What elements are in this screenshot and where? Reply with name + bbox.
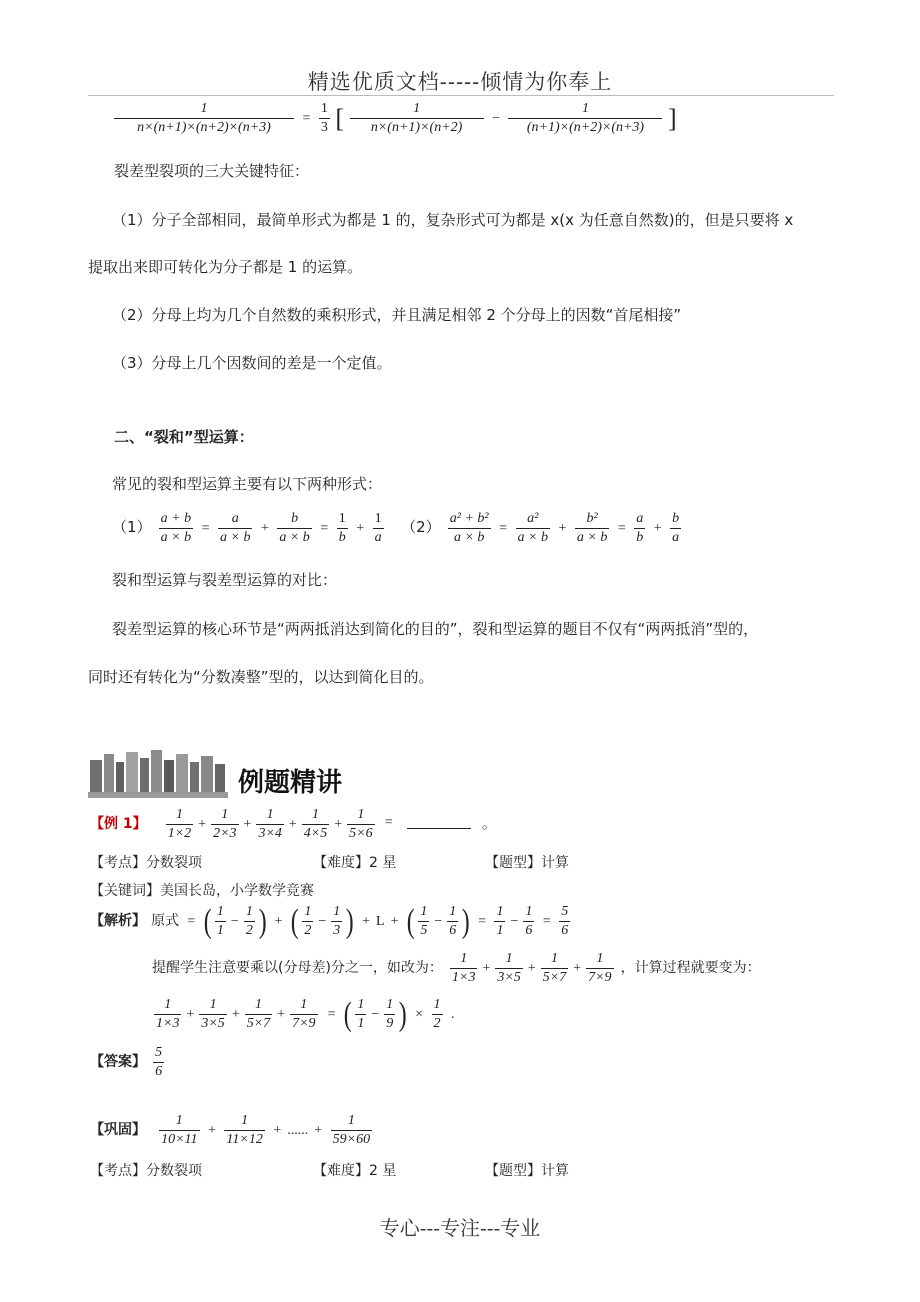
consolidation-difficulty: 【难度】2 星 [313, 1163, 397, 1179]
features-title: 裂差型裂项的三大关键特征： [114, 162, 310, 180]
plus-operator: + [186, 1006, 195, 1022]
example-1-tip: 提醒学生注意要乘以(分母差)分之一，如改为： $\frac{1}{1\times 3}$ + $\frac{1}{3\times 5}$ + $\frac{1}{5\times 7}$ + $\frac{1}{7\times 9}$ ，计算过程就要变为： [152, 951, 761, 985]
page-header: 精选优质文档-----倾情为你奉上 [307, 70, 613, 94]
books-banner-icon [88, 748, 238, 800]
unit-fraction: $\frac{1}{4\times 5}$ [303, 807, 328, 841]
feature-1-line-1: （1）分子全部相同，最简单形式为都是 1 的，复杂形式可为都是 x(x 为任意自然数)的，但是只要将 x [112, 211, 794, 229]
feature-2: （2）分母上均为几个自然数的乘积形式，并且满足相邻 2 个分母上的因数“首尾相接” [112, 306, 682, 324]
unit-fraction: $\frac{1}{7\times 9}$ [588, 951, 612, 985]
plus-operator: + [527, 960, 536, 976]
section-2-intro: 常见的裂和型运算主要有以下两种形式： [112, 475, 383, 493]
unit-fraction: $\frac{1}{5\times 7}$ [542, 951, 567, 985]
example-1-keywords: 【关键词】美国长岛，小学数学竞赛 [90, 883, 314, 899]
comparison-line-2: 同时还有转化为“分数凑整”型的，以达到简化目的。 [88, 668, 434, 686]
plus-operator: + [482, 960, 491, 976]
plus-operator: + [277, 1006, 286, 1022]
plus-operator: + [334, 816, 343, 832]
unit-fraction: $\frac{1}{1\times 2}$ [167, 807, 192, 841]
unit-fraction: $\frac{1}{5\times 7}$ [246, 997, 271, 1031]
page-footer: 专心---专注---专业 [379, 1216, 541, 1240]
unit-fraction: $\frac{1}{1\times 3}$ [156, 997, 180, 1031]
unit-fraction: $\frac{1}{1\times 3}$ [452, 951, 476, 985]
section-banner-title: 例题精讲 [238, 768, 343, 798]
unit-fraction: $\frac{1}{3\times 4}$ [258, 807, 282, 841]
split-sum-formulas: （1） $\frac{a + b}{a \times b}$ = $\frac{a}{a \times b}$ + $\frac{b}{a \times b}$ = $\frac{1}{b}$ + $\frac{1}{a}$ （2） $\frac{\text{a² + b²}}{a \times b}$ = $\frac{\text{a²}}{a \times b}$ + $\frac{\text{b²}}{a \times b}$ = $\frac{a}{b}$ + $\frac{b}{a}$ [112, 511, 680, 545]
unit-fraction: $\frac{1}{7\times 9}$ [292, 997, 316, 1031]
example-1-tip-process: $\frac{1}{1\times 3}$ + $\frac{1}{3\times 5}$ + $\frac{1}{5\times 7}$ + $\frac{1}{7\times 9}$ = ( $\frac{1}{1}$ − $\frac{1}{9}$ ) × $\frac{1}{2}$ . [156, 995, 455, 1033]
header-divider [88, 95, 834, 96]
answer-blank [407, 818, 471, 829]
example-1-answer: 【答案】 $\frac{5}{6}$ [90, 1045, 163, 1079]
comparison-line-1: 裂差型运算的核心环节是“两两抵消达到简化的目的”，裂和型运算的题目不仅有“两两抵消”型的， [112, 620, 759, 638]
unit-fraction: $\frac{1}{5\times 6}$ [349, 807, 373, 841]
example-1-type: 【题型】计算 [485, 855, 569, 871]
example-1-difficulty: 【难度】2 星 [313, 855, 397, 871]
feature-3: （3）分母上几个因数间的差是一个定值。 [112, 354, 392, 372]
formula-split-difference: $\frac{1}{n\times(n+1)\times(n+2)\times(n+3)}$ = $\frac{1}{3}$ [ $\frac{1}{n\times(n+1)\times(n+2)}$ − $\frac{1}{(n+1)\times(n+2)\times(n+3)}$ ] [112, 100, 677, 137]
unit-fraction: $\frac{1}{2\times 3}$ [213, 807, 237, 841]
consolidation-topic: 【考点】分数裂项 [90, 1163, 202, 1179]
plus-operator: + [231, 1006, 240, 1022]
comparison-title: 裂和型运算与裂差型运算的对比： [112, 571, 338, 589]
plus-operator: + [573, 960, 582, 976]
plus-operator: + [288, 816, 297, 832]
plus-operator: + [198, 816, 207, 832]
consolidation-type: 【题型】计算 [485, 1163, 569, 1179]
example-1-topic: 【考点】分数裂项 [90, 855, 202, 871]
unit-fraction: $\frac{1}{3\times 5}$ [201, 997, 225, 1031]
fraction: $\frac{1}{n\times(n+1)\times(n+2)\times(n+3)}$ [114, 100, 294, 137]
unit-fraction: $\frac{1}{3\times 5}$ [497, 951, 521, 985]
consolidation-question: 【巩固】 $\frac{1}{10\times 11}$ + $\frac{1}{11\times 12}$ + ...... + $\frac{1}{59\times 60}$ [90, 1113, 371, 1147]
example-1-question: 【例 1】 $\frac{1}{1\times 2}$ + $\frac{1}{2\times 3}$ + $\frac{1}{3\times 4}$ + $\frac{1}{4\times 5}$ + $\frac{1}{5\times 6}$ = 。 [90, 807, 497, 841]
plus-operator: + [243, 816, 252, 832]
section-2-title: 二、“裂和”型运算： [114, 428, 254, 446]
example-1-solution: 【解析】 原式 = ( $\frac{1}{1}$ − $\frac{1}{2}$ ) + ( $\frac{1}{2}$ − $\frac{1}{3}$ ) + L + ( $\frac{1}{5}$ − $\frac{1}{6}$ ) = $\frac{1}{1}$ − $\frac{1}{6}$ = $\frac{5}{6}$ [90, 902, 569, 940]
feature-1-line-2: 提取出来即可转化为分子都是 1 的运算。 [88, 258, 363, 276]
